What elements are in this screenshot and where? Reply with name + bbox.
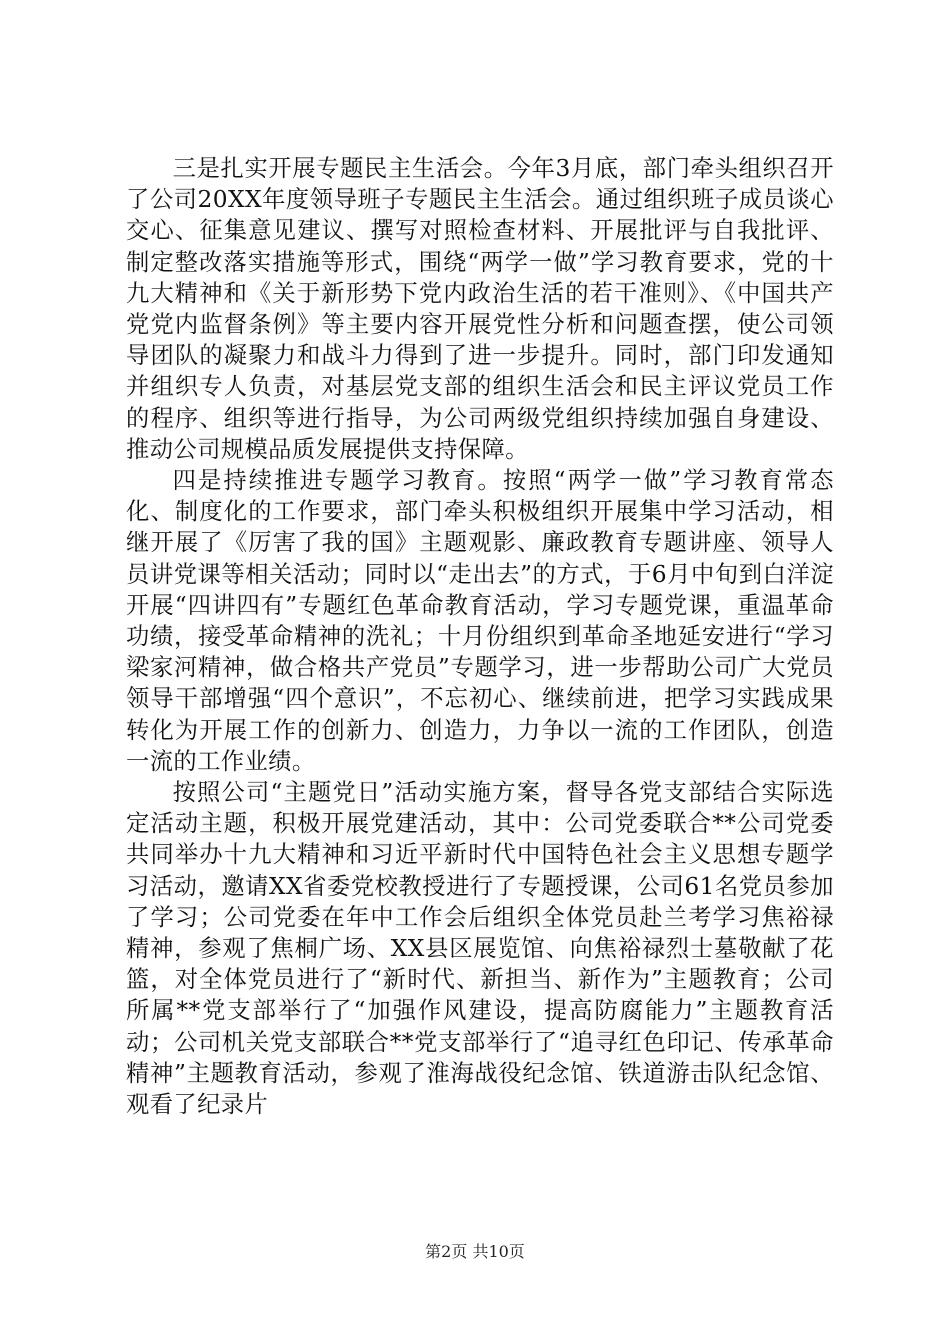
paragraph-study-education: 四是持续推进专题学习教育。按照“两学一做”学习教育常态化、制度化的工作要求，部门牵头积极组织开展集中学习活动，相继开展了《厉害了我的国》主题观影、廉政教育专题讲座、领导人员讲党课等相关活动；同时以“走出去”的方式，于6月中旬到白洋淀开展“四讲四有”专题红色革命教育活动，学习专题党课，重温革命功绩，接受革命精神的洗礼；十月份组织到革命圣地延安进行“学习梁家河精神，做合格共产党员”专题学习，进一步帮助公司广大党员领导干部增强“四个意识”，不忘初心、继续前进，把学习实践成果转化为开展工作的创新力、创造力，力争以一流的工作团队，创造一流的工作业绩。 xyxy=(126,467,834,775)
paragraph-theme-party-day: 按照公司“主题党日”活动实施方案，督导各党支部结合实际选定活动主题，积极开展党建活动，其中：公司党委联合**公司党委共同举办十九大精神和习近平新时代中国特色社会主义思想专题学习活动，邀请XX省委党校教授进行了专题授课，公司61名党员参加了学习；公司党委在年中工作会后组织全体党员赴兰考学习焦裕禄精神，参观了焦桐广场、XX县区展览馆、向焦裕禄烈士墓敬献了花篮，对全体党员进行了“新时代、新担当、新作为”主题教育；公司所属**党支部举行了“加强作风建设，提高防腐能力”主题教育活动；公司机关党支部联合**党支部举行了“追寻红色印记、传承革命精神”主题教育活动，参观了淮海战役纪念馆、铁道游击队纪念馆、观看了纪录片 xyxy=(126,779,834,1119)
paragraph-democratic-life-meeting: 三是扎实开展专题民主生活会。今年3月底，部门牵头组织召开了公司20XX年度领导班子专题民主生活会。通过组织班子成员谈心交心、征集意见建议、撰写对照检查材料、开展批评与自我批评、制定整改落实措施等形式，围绕“两学一做”学习教育要求，党的十九大精神和《关于新形势下党内政治生活的若干准则》、《中国共产党党内监督条例》等主要内容开展党性分析和问题查摆，使公司领导团队的凝聚力和战斗力得到了进一步提升。同时，部门印发通知并组织专人负责，对基层党支部的组织生活会和民主评议党员工作的程序、组织等进行指导，为公司两级党组织持续加强自身建设、推动公司规模品质发展提供支持保障。 xyxy=(126,155,834,463)
page-number-footer: 第2页 共10页 xyxy=(425,1242,525,1261)
document-body xyxy=(126,153,834,1120)
